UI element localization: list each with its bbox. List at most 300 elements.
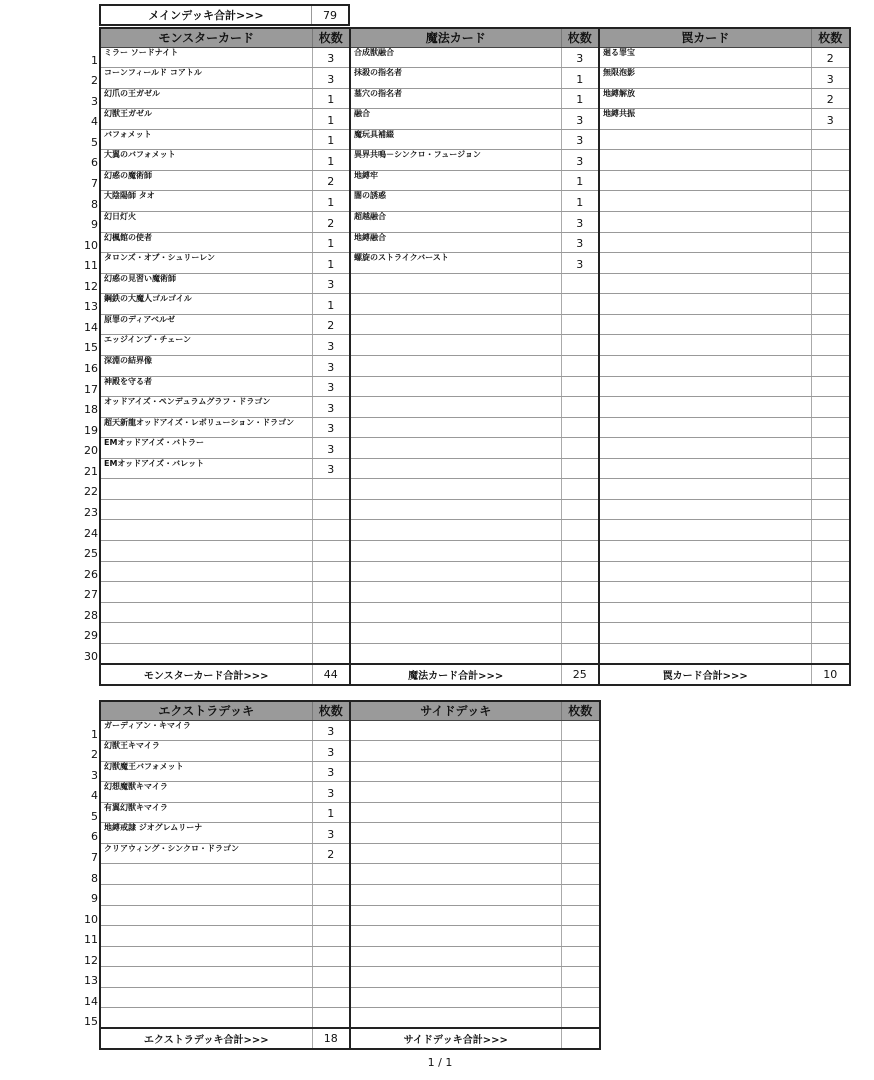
side-card-count [561, 741, 600, 762]
magic-card-count [561, 499, 599, 520]
trap-card-name [599, 582, 811, 603]
trap-card-name [599, 355, 811, 376]
magic-card-count [561, 273, 599, 294]
row-number: 8 [91, 871, 98, 885]
monster-card-name: ミラー ソードナイト [100, 47, 312, 68]
table-row [100, 109, 850, 130]
magic-card-count [561, 335, 599, 356]
trap-card-name [599, 520, 811, 541]
trap-card-count [811, 397, 850, 418]
side-card-name [350, 926, 561, 947]
trap-card-count [811, 561, 850, 582]
row-number: 5 [91, 809, 98, 823]
trap-card-count [811, 602, 850, 623]
extra-card-name [100, 864, 312, 885]
monster-card-name: 深淵の結界像 [100, 355, 312, 376]
table-row [100, 129, 850, 150]
table-row [100, 376, 850, 397]
row-number: 24 [84, 526, 98, 540]
table-row [100, 905, 600, 926]
magic-card-count [561, 294, 599, 315]
row-number: 5 [91, 135, 98, 149]
magic-card-count [561, 376, 599, 397]
row-number: 7 [91, 176, 98, 190]
trap-count-header: 枚数 [811, 28, 850, 47]
row-number: 9 [91, 218, 98, 232]
table-row [100, 397, 850, 418]
side-card-count [561, 946, 600, 967]
trap-card-count [811, 273, 850, 294]
trap-card-name [599, 294, 811, 315]
magic-card-count: 3 [561, 109, 599, 130]
table-row [100, 253, 850, 274]
row-number: 29 [84, 629, 98, 643]
magic-card-count [561, 582, 599, 603]
row-number: 23 [84, 505, 98, 519]
row-number: 7 [91, 850, 98, 864]
table-row [100, 232, 850, 253]
extra-card-count [312, 885, 350, 906]
side-card-name [350, 823, 561, 844]
monster-card-name: バフォメット [100, 129, 312, 150]
page-indicator: 1 / 1 [427, 1056, 453, 1069]
monster-card-name: 幻惑の魔術師 [100, 170, 312, 191]
table-row [100, 987, 600, 1008]
row-number: 28 [84, 608, 98, 622]
table-row [100, 1008, 600, 1029]
trap-card-count [811, 191, 850, 212]
extra-card-count [312, 926, 350, 947]
row-number: 3 [91, 94, 98, 108]
table-row [100, 823, 600, 844]
monster-card-name: 幻惑の見習い魔術師 [100, 273, 312, 294]
monster-card-count [312, 479, 350, 500]
table-row [100, 294, 850, 315]
trap-card-count: 3 [811, 68, 850, 89]
extra-card-name: クリアウィング・シンクロ・ドラゴン [100, 843, 312, 864]
table-row [100, 761, 600, 782]
trap-card-count [811, 253, 850, 274]
magic-card-count [561, 355, 599, 376]
side-card-count [561, 864, 600, 885]
magic-card-name: 合成獣融合 [350, 47, 561, 68]
magic-card-count [561, 479, 599, 500]
table-row [100, 355, 850, 376]
extra-card-name [100, 946, 312, 967]
side-count-header: 枚数 [561, 701, 600, 720]
monster-card-name: 幻日灯火 [100, 212, 312, 233]
extra-card-count: 3 [312, 782, 350, 803]
magic-card-name [350, 355, 561, 376]
trap-card-name [599, 314, 811, 335]
table-row [100, 68, 850, 89]
magic-card-name [350, 643, 561, 664]
side-card-name [350, 741, 561, 762]
extra-card-count [312, 967, 350, 988]
monster-header: モンスターカード [100, 28, 312, 47]
magic-card-name: 抹殺の指名者 [350, 68, 561, 89]
trap-card-name [599, 397, 811, 418]
monster-card-count [312, 499, 350, 520]
side-card-name [350, 782, 561, 803]
trap-card-name [599, 643, 811, 664]
monster-card-count: 1 [312, 253, 350, 274]
extra-header: エクストラデッキ [100, 701, 312, 720]
magic-card-name: 融合 [350, 109, 561, 130]
monster-card-count: 1 [312, 109, 350, 130]
trap-card-name: 地縛共振 [599, 109, 811, 130]
magic-total-value: 25 [561, 664, 599, 685]
magic-card-count [561, 438, 599, 459]
row-number: 14 [84, 994, 98, 1008]
side-total-value [561, 1028, 600, 1049]
table-row [100, 643, 850, 664]
magic-card-count [561, 561, 599, 582]
trap-card-count [811, 335, 850, 356]
side-card-name [350, 720, 561, 741]
row-number: 13 [84, 974, 98, 988]
table-row [100, 88, 850, 109]
table-row [100, 479, 850, 500]
magic-card-name: 螺旋のストライクバースト [350, 253, 561, 274]
table-row [100, 967, 600, 988]
table-row [100, 720, 600, 741]
monster-card-count [312, 541, 350, 562]
extra-card-name: 幻獣魔王バフォメット [100, 761, 312, 782]
magic-card-count: 1 [561, 191, 599, 212]
side-card-count [561, 823, 600, 844]
side-header: サイドデッキ [350, 701, 561, 720]
magic-card-count [561, 602, 599, 623]
trap-card-name [599, 417, 811, 438]
side-card-name [350, 843, 561, 864]
monster-card-name [100, 623, 312, 644]
extra-card-count [312, 946, 350, 967]
extra-card-count [312, 905, 350, 926]
monster-card-count: 3 [312, 335, 350, 356]
row-number: 22 [84, 485, 98, 499]
side-card-name [350, 885, 561, 906]
magic-card-name [350, 376, 561, 397]
monster-card-name: 神殿を守る者 [100, 376, 312, 397]
side-card-count [561, 761, 600, 782]
extra-card-name [100, 1008, 312, 1029]
magic-card-name [350, 458, 561, 479]
trap-card-count [811, 417, 850, 438]
magic-card-name: 地縛融合 [350, 232, 561, 253]
table-row [100, 335, 850, 356]
trap-card-name [599, 253, 811, 274]
magic-card-name: 超越融合 [350, 212, 561, 233]
extra-card-count: 3 [312, 741, 350, 762]
table-row [100, 458, 850, 479]
monster-card-count: 3 [312, 438, 350, 459]
monster-card-count: 1 [312, 294, 350, 315]
magic-card-name: 墓穴の指名者 [350, 88, 561, 109]
trap-card-name [599, 438, 811, 459]
table-row [100, 843, 600, 864]
monster-card-count: 3 [312, 47, 350, 68]
side-card-count [561, 782, 600, 803]
table-row [100, 623, 850, 644]
table-row [100, 864, 600, 885]
side-card-name [350, 864, 561, 885]
monster-card-name: EMオッドアイズ・バレット [100, 458, 312, 479]
extra-card-name [100, 926, 312, 947]
trap-card-count [811, 170, 850, 191]
magic-card-name [350, 541, 561, 562]
table-row [100, 212, 850, 233]
magic-card-name [350, 582, 561, 603]
row-number: 19 [84, 423, 98, 437]
side-card-count [561, 720, 600, 741]
trap-card-name: 無限泡影 [599, 68, 811, 89]
extra-card-count [312, 864, 350, 885]
monster-card-count: 1 [312, 150, 350, 171]
trap-card-name: 地縛解放 [599, 88, 811, 109]
magic-card-name [350, 335, 561, 356]
trap-card-count: 3 [811, 109, 850, 130]
extra-total-label: エクストラデッキ合計>>> [100, 1028, 312, 1049]
monster-card-count [312, 602, 350, 623]
trap-card-count [811, 355, 850, 376]
trap-card-name [599, 335, 811, 356]
monster-card-name: 幻楓館の使者 [100, 232, 312, 253]
monster-card-count: 1 [312, 88, 350, 109]
row-number: 15 [84, 341, 98, 355]
side-card-name [350, 802, 561, 823]
monster-card-name: 大陰陽師 タオ [100, 191, 312, 212]
table-row [100, 170, 850, 191]
row-number: 12 [84, 953, 98, 967]
trap-card-name [599, 623, 811, 644]
row-number: 17 [84, 382, 98, 396]
row-number: 6 [91, 156, 98, 170]
table-row [100, 47, 850, 68]
table-row [100, 582, 850, 603]
extra-card-name [100, 987, 312, 1008]
monster-card-name: 幻獣王ガゼル [100, 109, 312, 130]
magic-card-name [350, 623, 561, 644]
extra-side-deck-table [99, 700, 601, 1050]
monster-card-count [312, 561, 350, 582]
trap-card-name [599, 479, 811, 500]
row-number: 26 [84, 567, 98, 581]
magic-card-count [561, 417, 599, 438]
magic-card-count: 1 [561, 170, 599, 191]
trap-card-name [599, 273, 811, 294]
main-deck-total-label: メインデッキ合計>>> [101, 6, 312, 24]
row-number: 11 [84, 259, 98, 273]
magic-header: 魔法カード [350, 28, 561, 47]
monster-card-count: 1 [312, 232, 350, 253]
magic-card-count [561, 458, 599, 479]
trap-card-name [599, 376, 811, 397]
monster-card-name [100, 479, 312, 500]
monster-card-count: 3 [312, 355, 350, 376]
magic-card-name [350, 314, 561, 335]
row-number: 2 [91, 74, 98, 88]
trap-card-name: 廻る罪宝 [599, 47, 811, 68]
side-card-name [350, 987, 561, 1008]
trap-card-name [599, 499, 811, 520]
extra-total-value: 18 [312, 1028, 350, 1049]
table-row [100, 417, 850, 438]
monster-card-name [100, 520, 312, 541]
extra-card-name [100, 905, 312, 926]
side-card-count [561, 885, 600, 906]
row-number: 11 [84, 933, 98, 947]
trap-card-name [599, 458, 811, 479]
table-row [100, 946, 600, 967]
row-number: 18 [84, 403, 98, 417]
magic-card-name [350, 499, 561, 520]
magic-card-count: 3 [561, 253, 599, 274]
monster-card-count: 2 [312, 170, 350, 191]
trap-card-count [811, 150, 850, 171]
extra-row-numbers [78, 720, 98, 1028]
magic-card-name [350, 438, 561, 459]
row-number: 27 [84, 588, 98, 602]
side-card-name [350, 1008, 561, 1029]
monster-card-name: タロンズ・オブ・シュリーレン [100, 253, 312, 274]
magic-card-count [561, 623, 599, 644]
row-number: 8 [91, 197, 98, 211]
row-number: 12 [84, 279, 98, 293]
trap-card-name [599, 232, 811, 253]
magic-card-name [350, 397, 561, 418]
monster-card-count: 1 [312, 129, 350, 150]
extra-card-count: 1 [312, 802, 350, 823]
trap-card-count [811, 376, 850, 397]
monster-card-count [312, 623, 350, 644]
magic-card-name [350, 561, 561, 582]
magic-card-name: 闇の誘惑 [350, 191, 561, 212]
magic-card-name: 異界共鳴－シンクロ・フュージョン [350, 150, 561, 171]
trap-card-count [811, 232, 850, 253]
magic-total-label: 魔法カード合計>>> [350, 664, 561, 685]
row-number: 9 [91, 892, 98, 906]
table-row [100, 520, 850, 541]
monster-card-count [312, 520, 350, 541]
trap-card-name [599, 170, 811, 191]
monster-card-count: 3 [312, 273, 350, 294]
main-deck-total-box [99, 4, 350, 26]
table-row [100, 438, 850, 459]
extra-card-name: ガーディアン・キマイラ [100, 720, 312, 741]
main-deck-table [99, 27, 851, 686]
row-number: 2 [91, 748, 98, 762]
trap-card-count [811, 294, 850, 315]
side-card-name [350, 946, 561, 967]
side-card-name [350, 967, 561, 988]
trap-card-name [599, 561, 811, 582]
row-number: 16 [84, 362, 98, 375]
row-number: 21 [84, 464, 98, 478]
table-row [100, 741, 600, 762]
magic-card-count [561, 397, 599, 418]
extra-card-count: 2 [312, 843, 350, 864]
row-number: 25 [84, 547, 98, 561]
side-card-count [561, 926, 600, 947]
table-row [100, 602, 850, 623]
monster-card-name [100, 561, 312, 582]
trap-card-count [811, 520, 850, 541]
row-number: 15 [84, 1015, 98, 1029]
magic-card-name [350, 294, 561, 315]
monster-card-count: 2 [312, 212, 350, 233]
main-row-numbers [78, 46, 98, 663]
side-card-count [561, 843, 600, 864]
row-number: 30 [84, 649, 98, 663]
table-row [100, 499, 850, 520]
trap-total-value: 10 [811, 664, 850, 685]
trap-card-count [811, 129, 850, 150]
monster-card-count [312, 582, 350, 603]
magic-card-count: 3 [561, 47, 599, 68]
row-number: 10 [84, 238, 98, 252]
trap-card-count: 2 [811, 47, 850, 68]
trap-card-count [811, 458, 850, 479]
magic-card-count [561, 541, 599, 562]
magic-card-name [350, 520, 561, 541]
side-card-name [350, 761, 561, 782]
trap-card-count: 2 [811, 88, 850, 109]
trap-card-name [599, 150, 811, 171]
monster-card-name [100, 602, 312, 623]
magic-card-count: 3 [561, 232, 599, 253]
table-row [100, 802, 600, 823]
trap-card-count [811, 499, 850, 520]
row-number: 10 [84, 912, 98, 926]
row-number: 4 [91, 115, 98, 129]
magic-card-count: 3 [561, 212, 599, 233]
side-card-count [561, 967, 600, 988]
side-card-count [561, 802, 600, 823]
extra-card-name: 幻獣王キマイラ [100, 741, 312, 762]
monster-card-name [100, 499, 312, 520]
row-number: 14 [84, 320, 98, 334]
trap-header: 罠カード [599, 28, 811, 47]
side-card-count [561, 987, 600, 1008]
magic-card-count: 3 [561, 129, 599, 150]
monster-card-name: EMオッドアイズ・バトラー [100, 438, 312, 459]
magic-card-count: 1 [561, 68, 599, 89]
monster-card-name: オッドアイズ・ペンデュラムグラフ・ドラゴン [100, 397, 312, 418]
monster-card-count: 3 [312, 417, 350, 438]
monster-card-count: 3 [312, 397, 350, 418]
magic-card-count: 3 [561, 150, 599, 171]
extra-card-name: 地縛戒隷 ジオグレムリーナ [100, 823, 312, 844]
table-row [100, 561, 850, 582]
table-row [100, 314, 850, 335]
magic-card-name [350, 479, 561, 500]
monster-card-name [100, 582, 312, 603]
magic-card-count [561, 643, 599, 664]
extra-card-count [312, 1008, 350, 1029]
trap-card-count [811, 479, 850, 500]
table-row [100, 541, 850, 562]
monster-card-name: 鋼鉄の大魔人ゴルゴイル [100, 294, 312, 315]
monster-card-name [100, 541, 312, 562]
row-number: 20 [84, 444, 98, 458]
extra-card-name [100, 967, 312, 988]
trap-card-count [811, 643, 850, 664]
monster-card-name: コーンフィールド コアトル [100, 68, 312, 89]
side-card-name [350, 905, 561, 926]
side-card-count [561, 1008, 600, 1029]
table-row [100, 782, 600, 803]
